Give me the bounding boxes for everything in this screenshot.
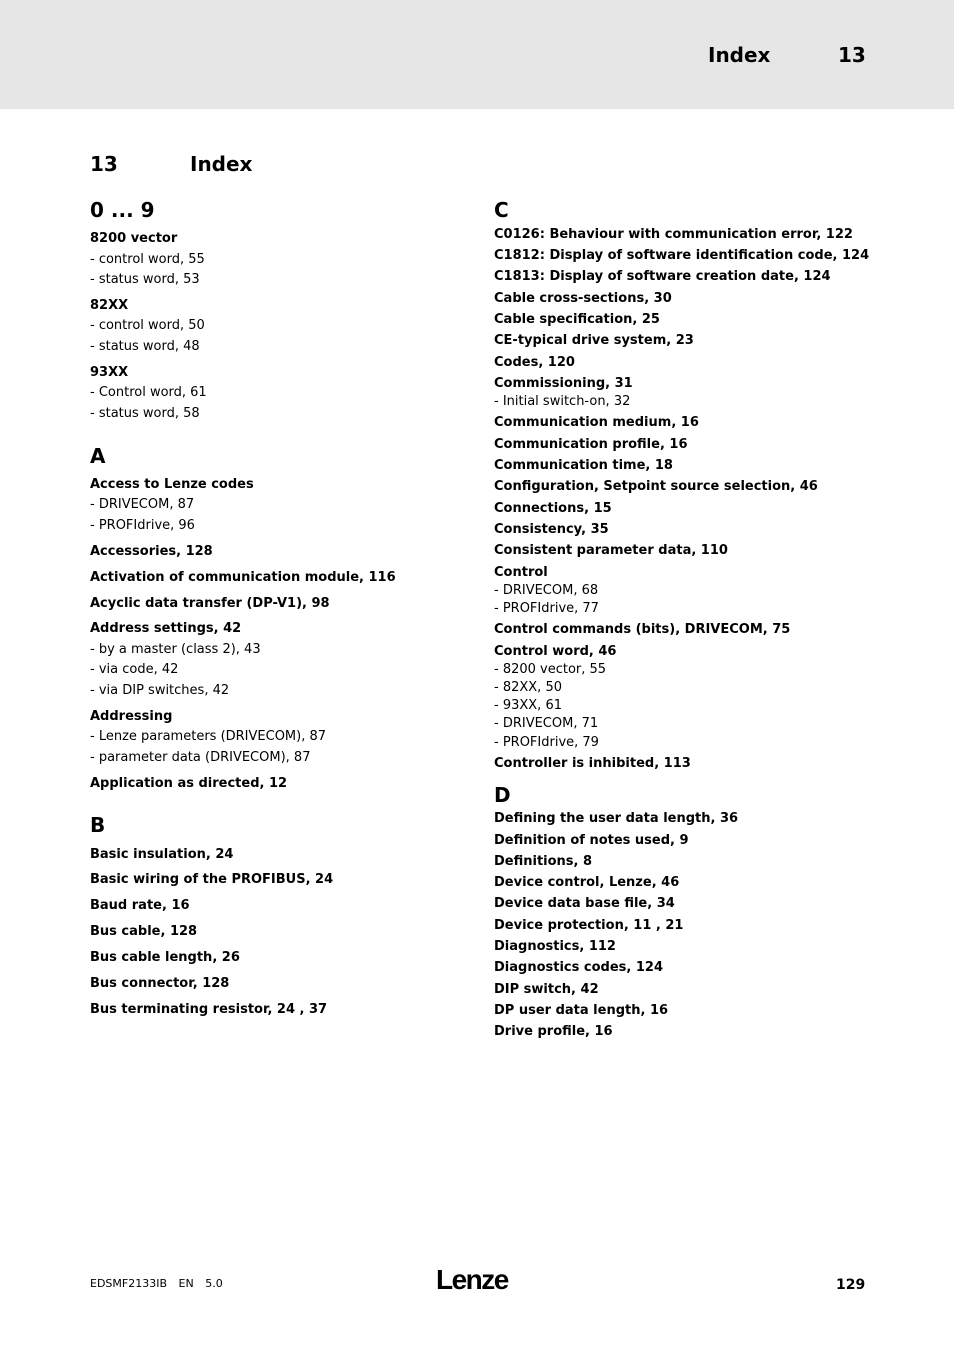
chapter-title: Index	[190, 152, 253, 176]
index-subentry: - via DIP switches, 42	[90, 683, 230, 698]
index-entry: Cable cross-sections, 30	[494, 291, 672, 306]
header-band	[0, 0, 954, 109]
header-chapter-number: 13	[838, 43, 866, 67]
index-subentry: - status word, 58	[90, 406, 200, 421]
index-entry: Configuration, Setpoint source selection, 46	[494, 479, 818, 494]
index-entry: Accessories, 128	[90, 544, 213, 559]
index-entry: Addressing	[90, 709, 173, 724]
index-entry: Device data base file, 34	[494, 896, 675, 911]
index-entry: 93XX	[90, 365, 129, 380]
index-entry: Address settings, 42	[90, 621, 242, 636]
index-entry: Controller is inhibited, 113	[494, 756, 691, 771]
index-entry: Bus terminating resistor, 24 , 37	[90, 1002, 328, 1017]
index-subentry: - Control word, 61	[90, 385, 207, 400]
index-entry: Baud rate, 16	[90, 898, 190, 913]
index-subentry: - PROFIdrive, 79	[494, 735, 599, 750]
index-section-heading: B	[90, 813, 106, 837]
index-subentry: - parameter data (DRIVECOM), 87	[90, 750, 311, 765]
index-subentry: - 93XX, 61	[494, 698, 562, 713]
index-subentry: - Lenze parameters (DRIVECOM), 87	[90, 729, 327, 744]
index-subentry: - control word, 55	[90, 252, 205, 267]
chapter-number: 13	[90, 152, 118, 176]
index-entry: Definition of notes used, 9	[494, 833, 689, 848]
index-section-heading: A	[90, 444, 106, 468]
doc-language: EN	[178, 1277, 194, 1290]
index-subentry: - PROFIdrive, 77	[494, 601, 599, 616]
index-entry: Application as directed, 12	[90, 776, 288, 791]
index-subentry: - DRIVECOM, 68	[494, 583, 599, 598]
index-subentry: - control word, 50	[90, 318, 205, 333]
index-entry: Acyclic data transfer (DP-V1), 98	[90, 596, 330, 611]
index-entry: Drive profile, 16	[494, 1024, 613, 1039]
index-entry: Basic wiring of the PROFIBUS, 24	[90, 872, 334, 887]
index-entry: Connections, 15	[494, 501, 612, 516]
index-entry: Communication time, 18	[494, 458, 673, 473]
index-entry: C1813: Display of software creation date, 124	[494, 269, 831, 284]
index-section-heading: 0 ... 9	[90, 198, 155, 222]
index-entry: Consistency, 35	[494, 522, 609, 537]
index-entry: Access to Lenze codes	[90, 477, 254, 492]
index-entry: DIP switch, 42	[494, 982, 599, 997]
index-entry: Defining the user data length, 36	[494, 811, 739, 826]
index-entry: Communication profile, 16	[494, 437, 688, 452]
index-subentry: - 8200 vector, 55	[494, 662, 607, 677]
index-entry: Diagnostics, 112	[494, 939, 616, 954]
index-entry: 8200 vector	[90, 231, 178, 246]
index-entry: Consistent parameter data, 110	[494, 543, 728, 558]
index-subentry: - by a master (class 2), 43	[90, 642, 261, 657]
index-entry: Control commands (bits), DRIVECOM, 75	[494, 622, 791, 637]
index-column-left	[90, 197, 470, 1097]
index-subentry: - Initial switch-on, 32	[494, 394, 631, 409]
index-entry: CE-typical drive system, 23	[494, 333, 694, 348]
index-subentry: - DRIVECOM, 87	[90, 497, 195, 512]
index-entry: Communication medium, 16	[494, 415, 699, 430]
index-column-right	[494, 197, 874, 1097]
doc-version: 5.0	[205, 1277, 223, 1290]
index-entry: C0126: Behaviour with communication error, 122	[494, 227, 853, 242]
index-entry: Cable specification, 25	[494, 312, 660, 327]
lenze-logo-text: Lenze	[436, 1264, 508, 1294]
index-section-heading: C	[494, 198, 509, 222]
index-subentry: - DRIVECOM, 71	[494, 716, 599, 731]
lenze-logo	[436, 1264, 516, 1294]
index-entry: Control word, 46	[494, 644, 617, 659]
page-number: 129	[836, 1277, 866, 1293]
index-entry: Activation of communication module, 116	[90, 570, 396, 585]
index-subentry: - via code, 42	[90, 662, 179, 677]
index-entry: Device protection, 11 , 21	[494, 918, 684, 933]
header-title: Index	[708, 43, 771, 67]
index-entry: Diagnostics codes, 124	[494, 960, 663, 975]
index-entry: Device control, Lenze, 46	[494, 875, 680, 890]
index-entry: Control	[494, 565, 548, 580]
index-entry: Bus cable length, 26	[90, 950, 240, 965]
index-subentry: - 82XX, 50	[494, 680, 562, 695]
index-entry: Commissioning, 31	[494, 376, 633, 391]
index-entry: Bus cable, 128	[90, 924, 198, 939]
index-entry: C1812: Display of software identification code, 124	[494, 248, 870, 263]
doc-id: EDSMF2133IB	[90, 1277, 168, 1290]
index-subentry: - status word, 48	[90, 339, 200, 354]
index-entry: Definitions, 8	[494, 854, 593, 869]
index-entry: Bus connector, 128	[90, 976, 230, 991]
index-subentry: - PROFIdrive, 96	[90, 518, 195, 533]
index-entry: 82XX	[90, 298, 129, 313]
index-entry: Basic insulation, 24	[90, 847, 234, 862]
index-entry: Codes, 120	[494, 355, 575, 370]
index-subentry: - status word, 53	[90, 272, 200, 287]
index-section-heading: D	[494, 783, 511, 807]
document-id	[90, 1277, 231, 1291]
index-entry: DP user data length, 16	[494, 1003, 669, 1018]
